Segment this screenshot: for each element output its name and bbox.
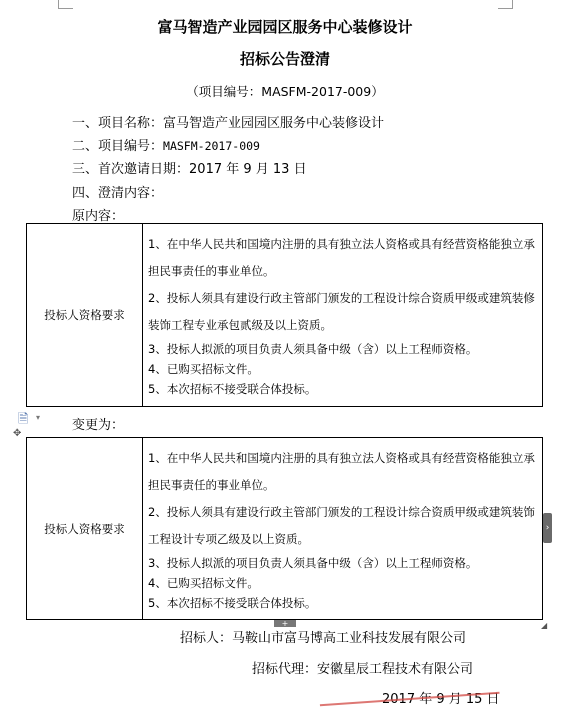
item-invite-date: 三、首次邀请日期：2017 年 9 月 13 日 [72,162,307,177]
requirements-cell [143,224,543,407]
move-handle-icon[interactable]: ✥ [13,428,22,439]
chevron-down-icon[interactable]: ▾ [36,413,41,422]
changed-content-heading: 变更为： [72,418,125,433]
requirement-item: 2、投标人须具有建设行政主管部门颁发的工程设计综合资质甲级或建筑装饰工程设计专项乙级及以上资质。 [148,504,535,546]
date-line: 2017 年 9 月 15 日 [382,692,500,707]
requirement-item: 1、在中华人民共和国境内注册的具有独立法人资格或具有经营资格能独立承担民事责任的事业单位。 [148,237,535,278]
requirement-item: 2、投标人须具有建设行政主管部门颁发的工程设计综合资质甲级或建筑装修装饰工程专业承包贰级及以上资质。 [148,291,535,332]
project-code-line: （项目编号：MASFM-2017-009） [186,84,384,99]
original-requirements-table [26,223,543,407]
side-arrow-icon[interactable]: › [543,513,552,543]
document-subtitle: 招标公告澄清 [239,50,330,68]
crop-mark-top-left [58,0,73,9]
table-row [27,224,543,407]
row-label: 投标人资格要求 [27,224,143,407]
table-row [27,438,543,620]
table-resize-icon[interactable]: ◢ [541,621,548,630]
requirement-item: 1、在中华人民共和国境内注册的具有独立法人资格或具有经营资格能独立承担民事责任的事业单位。 [148,450,535,492]
document-icon[interactable]: 🗎 [18,412,29,427]
requirements-cell [143,438,543,620]
tenderer-line: 招标人：马鞍山市富马博高工业科技发展有限公司 [180,631,467,646]
item-project-code: 二、项目编号：MASFM-2017-009 [72,139,260,154]
requirement-item: 3、投标人拟派的项目负责人须具备中级（含）以上工程师资格。 [148,342,478,356]
requirement-item: 5、本次招标不接受联合体投标。 [148,382,317,396]
crop-mark-top-right [498,0,513,9]
item-project-name: 一、项目名称：富马智造产业园园区服务中心装修设计 [72,116,385,131]
agent-line: 招标代理：安徽星辰工程技术有限公司 [252,662,474,677]
add-row-icon[interactable]: + [274,620,296,627]
requirement-item: 5、本次招标不接受联合体投标。 [148,595,317,610]
requirement-item: 4、已购买招标文件。 [148,575,259,590]
requirement-item: 3、投标人拟派的项目负责人须具备中级（含）以上工程师资格。 [148,555,478,570]
requirement-item: 4、已购买招标文件。 [148,362,259,376]
changed-requirements-table [26,437,543,620]
item-clarification: 四、澄清内容： [72,186,164,201]
document-title: 富马智造产业园园区服务中心装修设计 [157,18,413,36]
original-content-heading: 原内容： [72,209,125,224]
row-label: 投标人资格要求 [27,438,143,620]
